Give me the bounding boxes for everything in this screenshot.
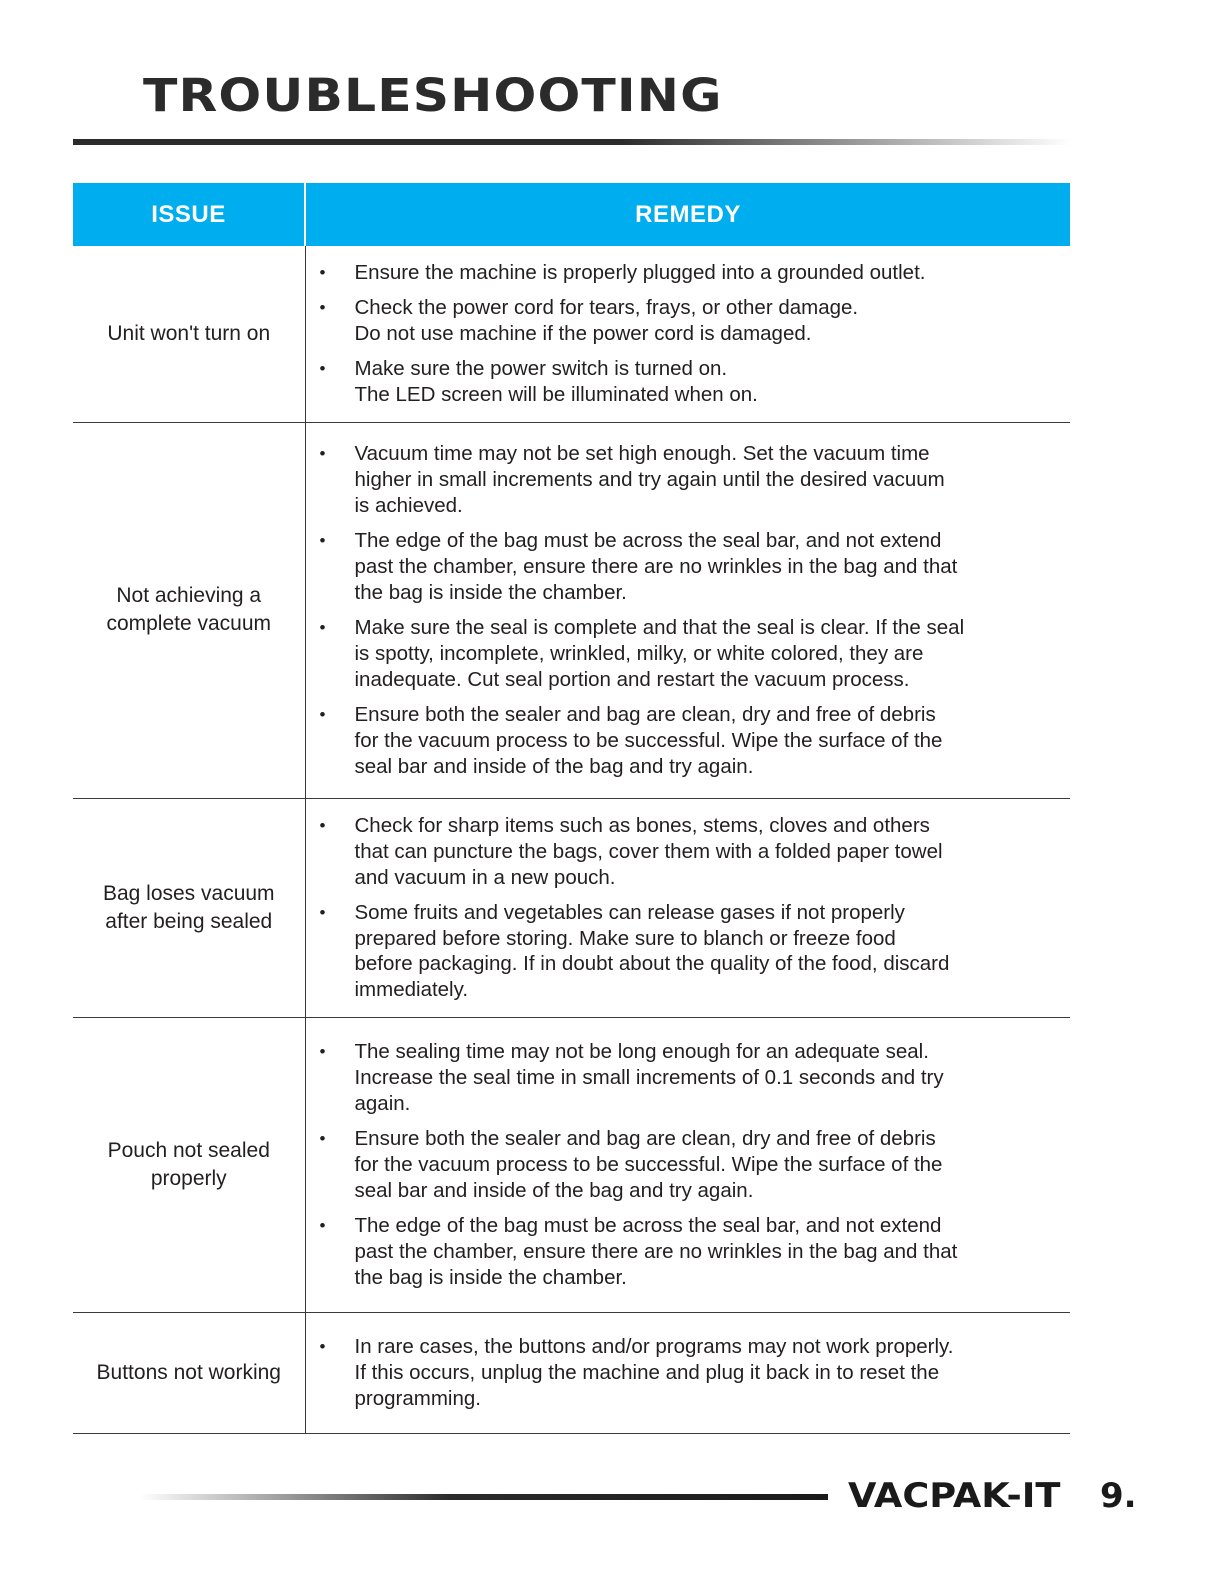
remedy-list <box>318 813 1051 1003</box>
issue-text: Pouch not sealed <box>107 1139 270 1163</box>
remedy-item <box>318 900 1051 1003</box>
remedy-list <box>318 441 1051 779</box>
remedy-list <box>318 260 1051 408</box>
page-number: 9. <box>1100 1476 1137 1516</box>
remedy-cell <box>305 246 1070 422</box>
remedy-line: If this occurs, unplug the machine and plug it back in to reset the <box>354 1361 940 1385</box>
remedy-line: is achieved. <box>354 494 463 518</box>
remedy-line: Make sure the power switch is turned on. <box>354 357 728 381</box>
issue-text: Unit won't turn on <box>107 321 271 345</box>
remedy-item <box>318 1126 1051 1203</box>
remedy-cell <box>305 1313 1070 1434</box>
issue-text: Buttons not working <box>96 1361 281 1385</box>
remedy-line: and vacuum in a new pouch. <box>354 865 616 889</box>
remedy-line: The edge of the bag must be across the seal bar, and not extend <box>354 1214 942 1238</box>
remedy-item <box>318 1334 1051 1411</box>
remedy-item <box>318 813 1051 890</box>
remedy-cell <box>305 1018 1070 1313</box>
issue-text: Bag loses vacuum <box>102 882 275 906</box>
brand-logo: VACPAK-IT <box>848 1476 1061 1516</box>
table-row <box>73 246 1070 422</box>
remedy-line: again. <box>354 1092 411 1116</box>
remedy-item <box>318 260 1051 286</box>
remedy-line: for the vacuum process to be successful. Wipe the surface of the <box>354 1153 943 1177</box>
remedy-line: seal bar and inside of the bag and try again. <box>354 754 754 778</box>
remedy-line: prepared before storing. Make sure to blanch or freeze food <box>354 926 896 950</box>
remedy-line: inadequate. Cut seal portion and restart the vacuum process. <box>354 667 910 691</box>
remedy-line: past the chamber, ensure there are no wrinkles in the bag and that <box>354 555 958 579</box>
remedy-line: Ensure both the sealer and bag are clean, dry and free of debris <box>354 1127 936 1151</box>
remedy-line: Check for sharp items such as bones, stems, cloves and others <box>354 813 930 837</box>
remedy-line: before packaging. If in doubt about the quality of the food, discard <box>354 952 950 976</box>
remedy-line: Ensure the machine is properly plugged into a grounded outlet. <box>354 261 926 284</box>
remedy-item <box>318 702 1051 779</box>
remedy-line: Vacuum time may not be set high enough. Set the vacuum time <box>354 442 930 466</box>
remedy-list <box>318 1039 1051 1290</box>
footer-divider <box>140 1494 828 1500</box>
remedy-line: higher in small increments and try again until the desired vacuum <box>354 468 945 492</box>
remedy-cell <box>305 798 1070 1017</box>
table-row <box>73 1313 1070 1434</box>
remedy-line: Some fruits and vegetables can release gases if not properly <box>354 900 905 924</box>
issue-text: complete vacuum <box>106 612 272 636</box>
remedy-item <box>318 1213 1051 1290</box>
issue-text: properly <box>150 1167 227 1191</box>
table-row <box>73 798 1070 1017</box>
page-title: TROUBLESHOOTING <box>143 69 723 122</box>
remedy-line: is spotty, incomplete, wrinkled, milky, or white colored, they are <box>354 642 924 666</box>
issue-text: Not achieving a <box>116 584 262 608</box>
remedy-line: Increase the seal time in small increments of 0.1 seconds and try <box>354 1066 944 1090</box>
remedy-line: seal bar and inside of the bag and try again. <box>354 1178 754 1202</box>
remedy-line: programming. <box>354 1386 481 1410</box>
issue-cell <box>73 1018 305 1313</box>
remedy-line: that can puncture the bags, cover them with a folded paper towel <box>354 839 943 863</box>
remedy-line: Ensure both the sealer and bag are clean, dry and free of debris <box>354 703 936 727</box>
issue-cell <box>73 246 305 422</box>
remedy-line: The sealing time may not be long enough for an adequate seal. <box>354 1040 929 1064</box>
remedy-line: In rare cases, the buttons and/or programs may not work properly. <box>354 1335 954 1359</box>
remedy-line: Check the power cord for tears, frays, or other damage. <box>354 296 859 320</box>
title-divider <box>73 139 1071 145</box>
remedy-line: The LED screen will be illuminated when on. <box>354 383 758 407</box>
table-row <box>73 422 1070 798</box>
troubleshooting-table <box>73 183 1070 1434</box>
column-header-remedy: REMEDY <box>305 183 1070 246</box>
remedy-line: Do not use machine if the power cord is damaged. <box>354 322 812 346</box>
issue-cell <box>73 1313 305 1434</box>
remedy-item <box>318 356 1051 408</box>
remedy-line: for the vacuum process to be successful. Wipe the surface of the <box>354 728 943 752</box>
remedy-item <box>318 1039 1051 1116</box>
remedy-line: the bag is inside the chamber. <box>354 580 627 604</box>
table-header-row <box>73 183 1070 246</box>
issue-text: after being sealed <box>105 910 273 934</box>
remedy-item <box>318 615 1051 692</box>
remedy-cell <box>305 422 1070 798</box>
column-header-issue: ISSUE <box>73 183 305 246</box>
remedy-line: Make sure the seal is complete and that the seal is clear. If the seal <box>354 616 965 640</box>
remedy-item <box>318 441 1051 518</box>
table-row <box>73 1018 1070 1313</box>
remedy-line: immediately. <box>354 978 469 1002</box>
remedy-line: The edge of the bag must be across the seal bar, and not extend <box>354 529 942 553</box>
remedy-list <box>318 1334 1051 1411</box>
remedy-line: the bag is inside the chamber. <box>354 1265 627 1289</box>
issue-cell <box>73 422 305 798</box>
remedy-item <box>318 528 1051 605</box>
remedy-line: past the chamber, ensure there are no wrinkles in the bag and that <box>354 1240 958 1264</box>
table-body <box>73 246 1070 1434</box>
issue-cell <box>73 798 305 1017</box>
remedy-item <box>318 295 1051 347</box>
